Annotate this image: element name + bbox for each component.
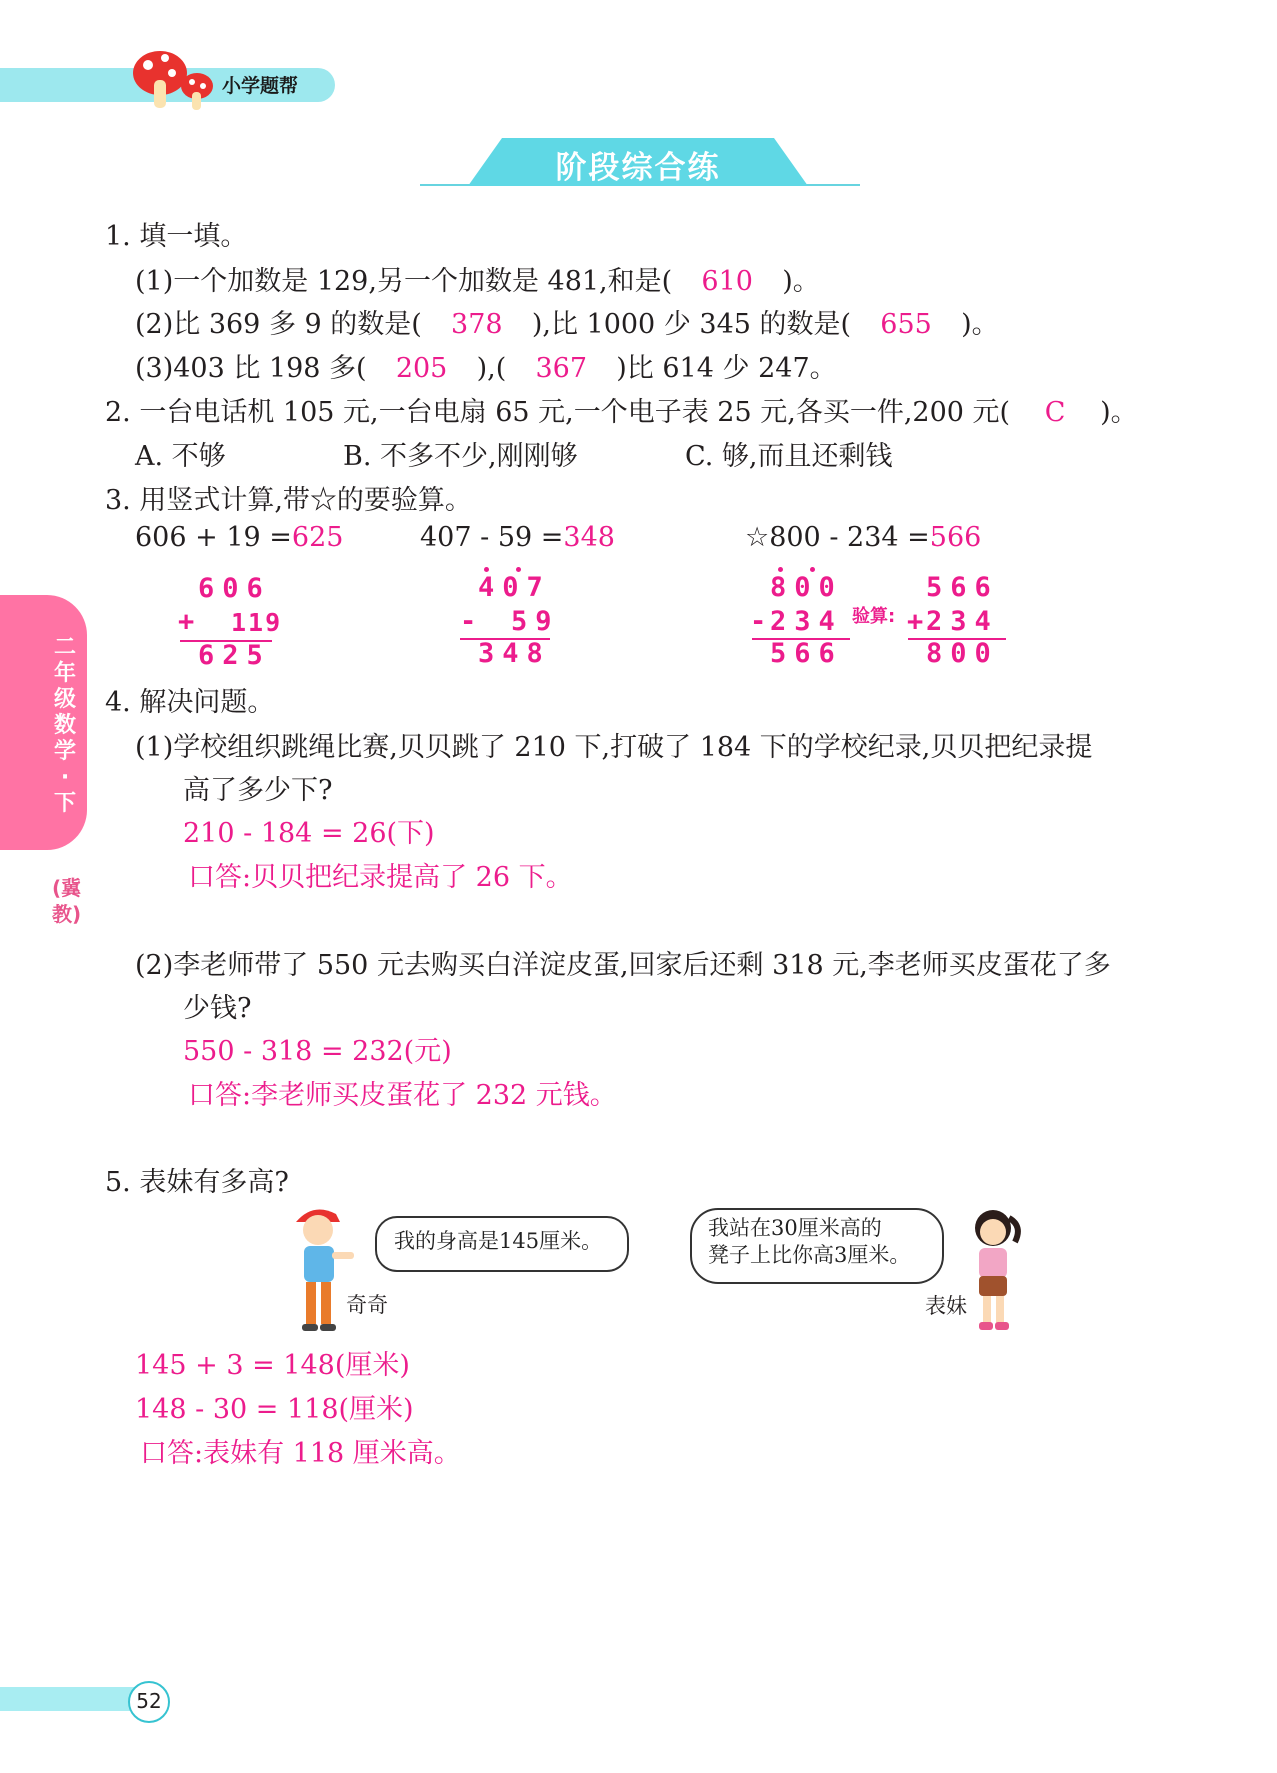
q2-option-a: A. 不够: [135, 441, 226, 472]
q1-part2-text: (2)比 369 多 9 的数是(: [135, 309, 422, 340]
q4-p2-calc: 550 - 318 = 232(元): [183, 1036, 452, 1067]
q1-part3-answer2: 367: [535, 353, 588, 384]
q4-p1-line2: 高了多少下?: [183, 775, 333, 806]
page-number: 52: [136, 1689, 162, 1713]
q1-part2-end: )。: [961, 309, 999, 340]
q1-part3-answer1: 205: [395, 353, 448, 384]
q3-expr1-answer: 625: [291, 522, 344, 553]
q3-expr2: [420, 522, 615, 553]
q1-part2-answer2: 655: [880, 309, 932, 340]
check-op: +: [907, 606, 932, 637]
q5-calc1: 145 + 3 = 148(厘米): [135, 1350, 410, 1381]
check-bottom: 234: [926, 606, 999, 637]
q3-expr2-text: 407 - 59 =: [420, 522, 564, 553]
boy-speech: 我的身高是145厘米。: [394, 1229, 603, 1253]
q4-p2-line1: (2)李老师带了 550 元去购买白洋淀皮蛋,回家后还剩 318 元,李老师买皮蛋花了多: [135, 950, 1111, 981]
side-tab-edition: (冀教): [52, 876, 82, 926]
q3-expr1-text: 606 + 19 =: [135, 522, 292, 553]
mushroom-icon: [130, 46, 225, 116]
q1-part2-answer1: 378: [451, 309, 503, 340]
q2-answer: C: [1044, 397, 1066, 428]
q5-answer: 口答:表妹有 118 厘米高。: [140, 1438, 461, 1469]
q1-part3-text: (3)403 比 198 多(: [135, 353, 367, 384]
q4-title: 4. 解决问题。: [105, 687, 275, 718]
q1-part2-mid: ),比 1000 少 345 的数是(: [531, 309, 852, 340]
q5-title: 5. 表妹有多高?: [105, 1167, 289, 1198]
q2-end: )。: [1100, 397, 1138, 428]
vcalc2-bottom: 59: [511, 606, 560, 637]
q1-part1: [135, 259, 820, 298]
check-result: 800: [926, 638, 999, 669]
q1-part1-answer: 610: [701, 266, 753, 297]
vcalc2-result: 348: [478, 638, 551, 669]
q4-p1-calc: 210 - 184 = 26(下): [183, 818, 435, 849]
q1-part1-end: )。: [782, 266, 820, 297]
vcalc1-op: +: [178, 606, 203, 637]
q1-part3-end: )比 614 少 247。: [616, 353, 837, 384]
vcalc2-top: 407: [478, 572, 551, 603]
side-tab-grade: 二年级数学·下: [53, 635, 76, 816]
vcalc1-bottom: 119: [231, 608, 283, 637]
q2-option-b: B. 不多不少,刚刚够: [343, 441, 578, 472]
q4-p2-answer: 口答:李老师买皮蛋花了 232 元钱。: [188, 1080, 617, 1111]
vcalc3-op: -: [750, 606, 775, 637]
check-label: 验算:: [852, 606, 896, 627]
q2-question: [105, 390, 1138, 429]
vcalc3-bottom: 234: [770, 606, 843, 637]
q3-expr3-text: ☆800 - 234 =: [745, 522, 930, 553]
vcalc1-result: 625: [198, 640, 271, 671]
q1-part3-mid: ),(: [476, 353, 507, 384]
q1-part2: [135, 302, 999, 341]
girl-illustration: [965, 1206, 1025, 1332]
girl-name: 表妹: [925, 1294, 967, 1318]
page-title: 阶段综合练: [555, 150, 721, 186]
girl-speech-line2: 凳子上比你高3厘米。: [708, 1243, 911, 1267]
q3-expr3: [745, 522, 981, 553]
q4-p1-line1: (1)学校组织跳绳比赛,贝贝跳了 210 下,打破了 184 下的学校纪录,贝贝把纪录提: [135, 732, 1093, 763]
q3-expr1: [135, 522, 343, 553]
vcalc3-top: 800: [770, 572, 843, 603]
q4-p2-line2: 少钱?: [183, 993, 252, 1024]
q2-title: 2. 一台电话机 105 元,一台电扇 65 元,一个电子表 25 元,各买一件,200 元(: [105, 397, 1011, 428]
q1-title: 1. 填一填。: [105, 221, 248, 252]
vcalc1-top: 606: [198, 573, 271, 604]
q1-part3: [135, 346, 837, 385]
vcalc2-op: -: [460, 606, 485, 637]
q1-part1-text: (1)一个加数是 129,另一个加数是 481,和是(: [135, 266, 673, 297]
vcalc3-result: 566: [770, 638, 843, 669]
q4-p1-answer: 口答:贝贝把纪录提高了 26 下。: [188, 862, 573, 893]
q3-title: 3. 用竖式计算,带☆的要验算。: [105, 485, 472, 516]
brand-name: 小学题帮: [222, 75, 299, 97]
q3-expr3-answer: 566: [929, 522, 982, 553]
boy-name: 奇奇: [346, 1293, 388, 1317]
q2-option-c: C. 够,而且还剩钱: [685, 441, 893, 472]
q3-expr2-answer: 348: [563, 522, 615, 553]
q5-calc2: 148 - 30 = 118(厘米): [135, 1394, 414, 1425]
girl-speech-line1: 我站在30厘米高的: [708, 1216, 882, 1240]
check-top: 566: [926, 572, 999, 603]
